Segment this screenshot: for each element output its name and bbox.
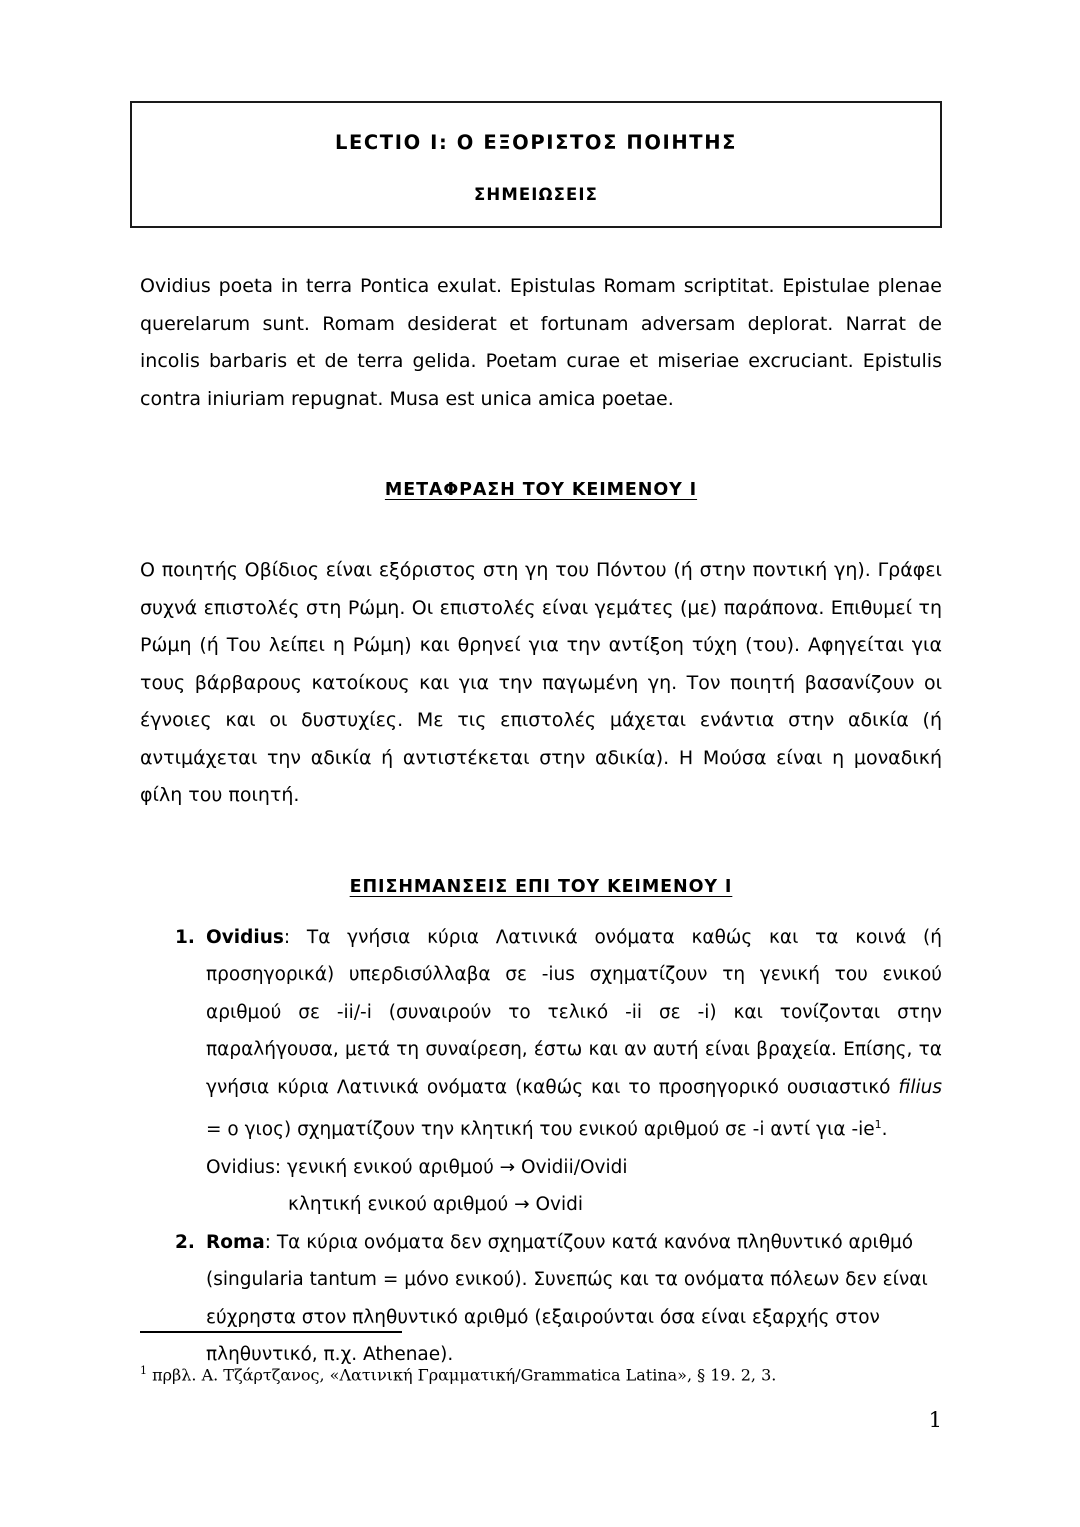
latin-text-paragraph: Ovidius poeta in terra Pontica exulat. Epistulas Romam scriptitat. Epistulae plenae querelarum sunt. Romam desiderat et fortunam adversam deplorat. Narrat de incolis barbaris et de terra gelida. Poetam curae et miseriae excruciant. Epistulis contra iniuriam repugnat. Musa est unica amica poetae. (140, 275, 942, 410)
title-box (130, 101, 942, 228)
translation-paragraph: Ο ποιητής Οβίδιος είναι εξόριστος στη γη του Πόντου (ή στην ποντική γη). Γράφει συχνά επιστολές στη Ρώμη. Οι επιστολές είναι γεμάτες (με) παράπονα. Επιθυμεί τη Ρώμη (ή Του λείπει η Ρώμη) και θρηνεί για την αντίξοη τύχη (του). Αφηγείται για τους βάρβαρους κατοίκους και για την παγωμένη γη. Τον ποιητή βασανίζουν οι έγνοιες και οι δυστυχίες. Με τις επιστολές μάχεται ενάντια στην αδικία (ή αντιμάχεται την αδικία ή αντιστέκεται στην αδικία). Η Μούσα είναι η μοναδική φίλη του ποιητή. (140, 559, 942, 806)
declension-vocative-line: κλητική ενικού αριθμού → Ovidi (288, 1194, 583, 1216)
list-item-lemma: Ovidius (206, 926, 284, 948)
list-item-number: 2. (175, 1231, 195, 1253)
footnote (140, 1360, 940, 1386)
list-item-body-before: Τα γνήσια κύρια Λατινικά ονόματα καθώς και τα κοινά (ή προσηγορικά) υπερδισύλλαβα σε -ius σχηματίζουν τη γενική του ενικού αριθμού σε -ii/-i (συναιρούν το τελικό -ii σε -i) και τονίζονται στην παραλήγουσα, μετά τη συναίρεση, έστω και αν αυτή είναι βραχεία. Επίσης, τα γνήσια κύρια Λατινικά ονόματα (καθώς και το προσηγορικό ουσιαστικό (206, 926, 942, 1098)
footnote-reference[interactable]: 1 (874, 1118, 882, 1131)
list-item-text (206, 1224, 942, 1374)
document-body (140, 268, 942, 1374)
list-item-body: Τα κύρια ονόματα δεν σχηματίζουν κατά κανόνα πληθυντικό αριθμό (singularia tantum = μόνο ενικού). Συνεπώς και τα ονόματα πόλεων δεν είναι εύχρηστα στον πληθυντικό αριθμό (εξαιρούνται όσα είναι εξαρχής στον πληθυντικό, π.χ. Athenae). (206, 1231, 928, 1366)
declension-genitive-line: Ovidius: γενική ενικού αριθμού → Ovidii/Ovidi (206, 1156, 628, 1178)
list-item (140, 1224, 942, 1374)
footnote-text: πρβλ. Α. Τζάρτζανος, «Λατινική Γραμματική/Grammatica Latina», § 19. 2, 3. (147, 1365, 777, 1385)
page-subtitle: ΣΗΜΕΙΩΣΕΙΣ (474, 185, 598, 204)
list-item-lemma-punct: : (264, 1231, 271, 1253)
spacer (140, 500, 942, 552)
footnote-marker: 1 (140, 1364, 147, 1377)
notes-list (140, 919, 942, 1374)
list-item-body-end: . (881, 1119, 888, 1141)
list-item-number: 1. (175, 926, 195, 948)
list-item-text (206, 919, 942, 1149)
list-item-body-after: = ο γιος) σχηματίζουν την κλητική του ενικού αριθμού σε -i αντί για -ie (206, 1119, 875, 1141)
spacer (140, 418, 942, 480)
notes-heading: ΕΠΙΣΗΜΑΝΣΕΙΣ ΕΠΙ ΤΟΥ ΚΕΙΜΕΝΟΥ Ι (349, 876, 733, 897)
list-item-lemma: Roma (206, 1231, 265, 1253)
translation-heading: ΜΕΤΑΦΡΑΣΗ ΤΟΥ ΚΕΙΜΕΝΟΥ Ι (384, 480, 698, 500)
latin-italic-word: filius (898, 1076, 942, 1098)
list-item (140, 919, 942, 1224)
page-title: LECTIO I: Ο ΕΞΟΡΙΣΤΟΣ ΠΟΙΗΤΗΣ (334, 131, 738, 154)
footnote-separator (140, 1331, 402, 1333)
page-number: 1 (928, 1408, 942, 1432)
spacer (140, 897, 942, 919)
list-item-lemma-punct: : (283, 926, 291, 948)
spacer (140, 815, 942, 877)
